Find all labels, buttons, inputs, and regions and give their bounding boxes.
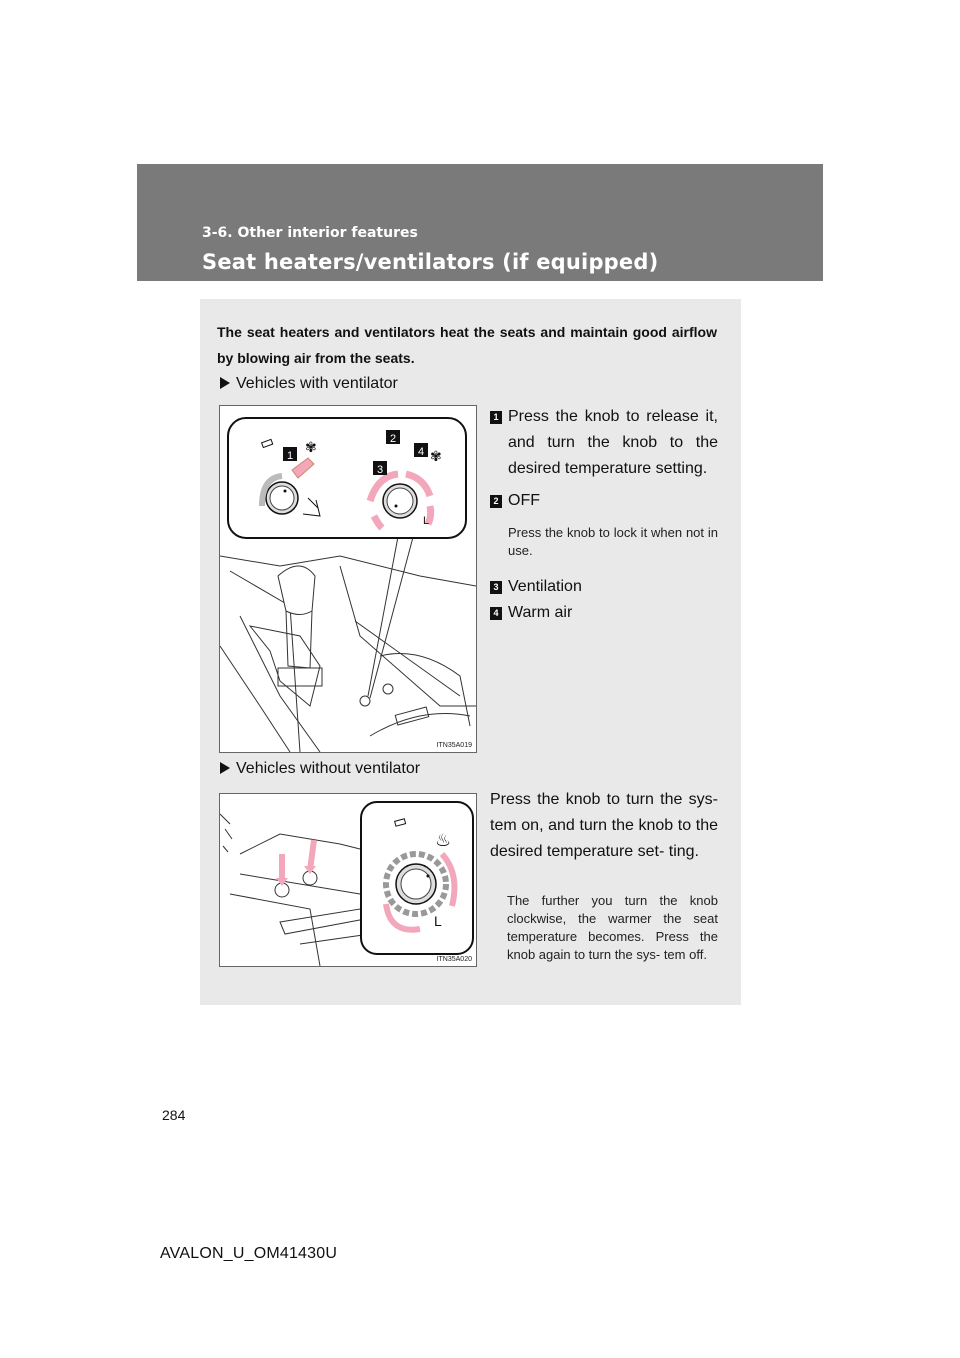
step-text: Warm air [508,604,573,621]
without-ventilator-text: Press the knob to turn the sys- tem on, and turn the knob to the desired temperature set- ting. [490,791,718,860]
step-text: Ventilation [508,578,582,595]
arrow-icon [220,377,230,389]
svg-text:1: 1 [287,450,294,462]
intro-text: The seat heaters and ventilators heat the seats and maintain good airflow by blowing air from the seats. [217,324,717,366]
step-item [490,404,718,482]
arrow-icon [220,762,230,774]
step-note: Press the knob to lock it when not in use. [508,525,718,558]
subheading-label: Vehicles with ventilator [236,375,398,392]
step-item [490,600,718,626]
step-number-badge: 1 [490,411,502,424]
svg-text:L: L [423,515,430,527]
document-id: AVALON_U_OM41430U [160,1245,338,1262]
step-number-badge: 4 [490,607,502,620]
console-illustration [220,406,476,752]
step-number-badge: 2 [490,495,502,508]
svg-text:4: 4 [418,446,425,458]
step-text: OFF [508,492,540,509]
svg-text:✾: ✾ [305,440,317,456]
figure-code: ITN35A020 [436,956,472,963]
svg-text:3: 3 [377,464,384,476]
svg-text:L: L [434,913,442,929]
content-panel [200,299,741,1005]
step-item [490,574,718,600]
figure-heater-console [219,793,477,967]
step-item [490,488,718,514]
svg-text:♨: ♨ [435,830,452,851]
without-ventilator-note: The further you turn the knob clockwise, the warmer the seat temperature becomes. Press the knob again to turn the sys- tem off. [507,893,718,962]
subheading-without-ventilator [220,760,420,778]
step-list [490,404,718,626]
step-text: Press the knob to release it, and turn the knob to the desired temperature setting. [508,408,718,477]
chapter-header [137,164,823,281]
page-number: 284 [162,1107,186,1123]
figure-ventilator-console [219,405,477,753]
subheading-label: Vehicles without ventilator [236,760,421,777]
page-title: Seat heaters/ventilators (if equipped) [202,250,659,274]
heater-illustration [220,794,476,966]
subheading-with-ventilator [220,375,398,393]
svg-text:2: 2 [390,433,397,445]
section-label: 3-6. Other interior features [202,225,418,241]
figure-code: ITN35A019 [436,742,472,749]
svg-text:✾: ✾ [430,449,442,465]
step-number-badge: 3 [490,581,502,594]
